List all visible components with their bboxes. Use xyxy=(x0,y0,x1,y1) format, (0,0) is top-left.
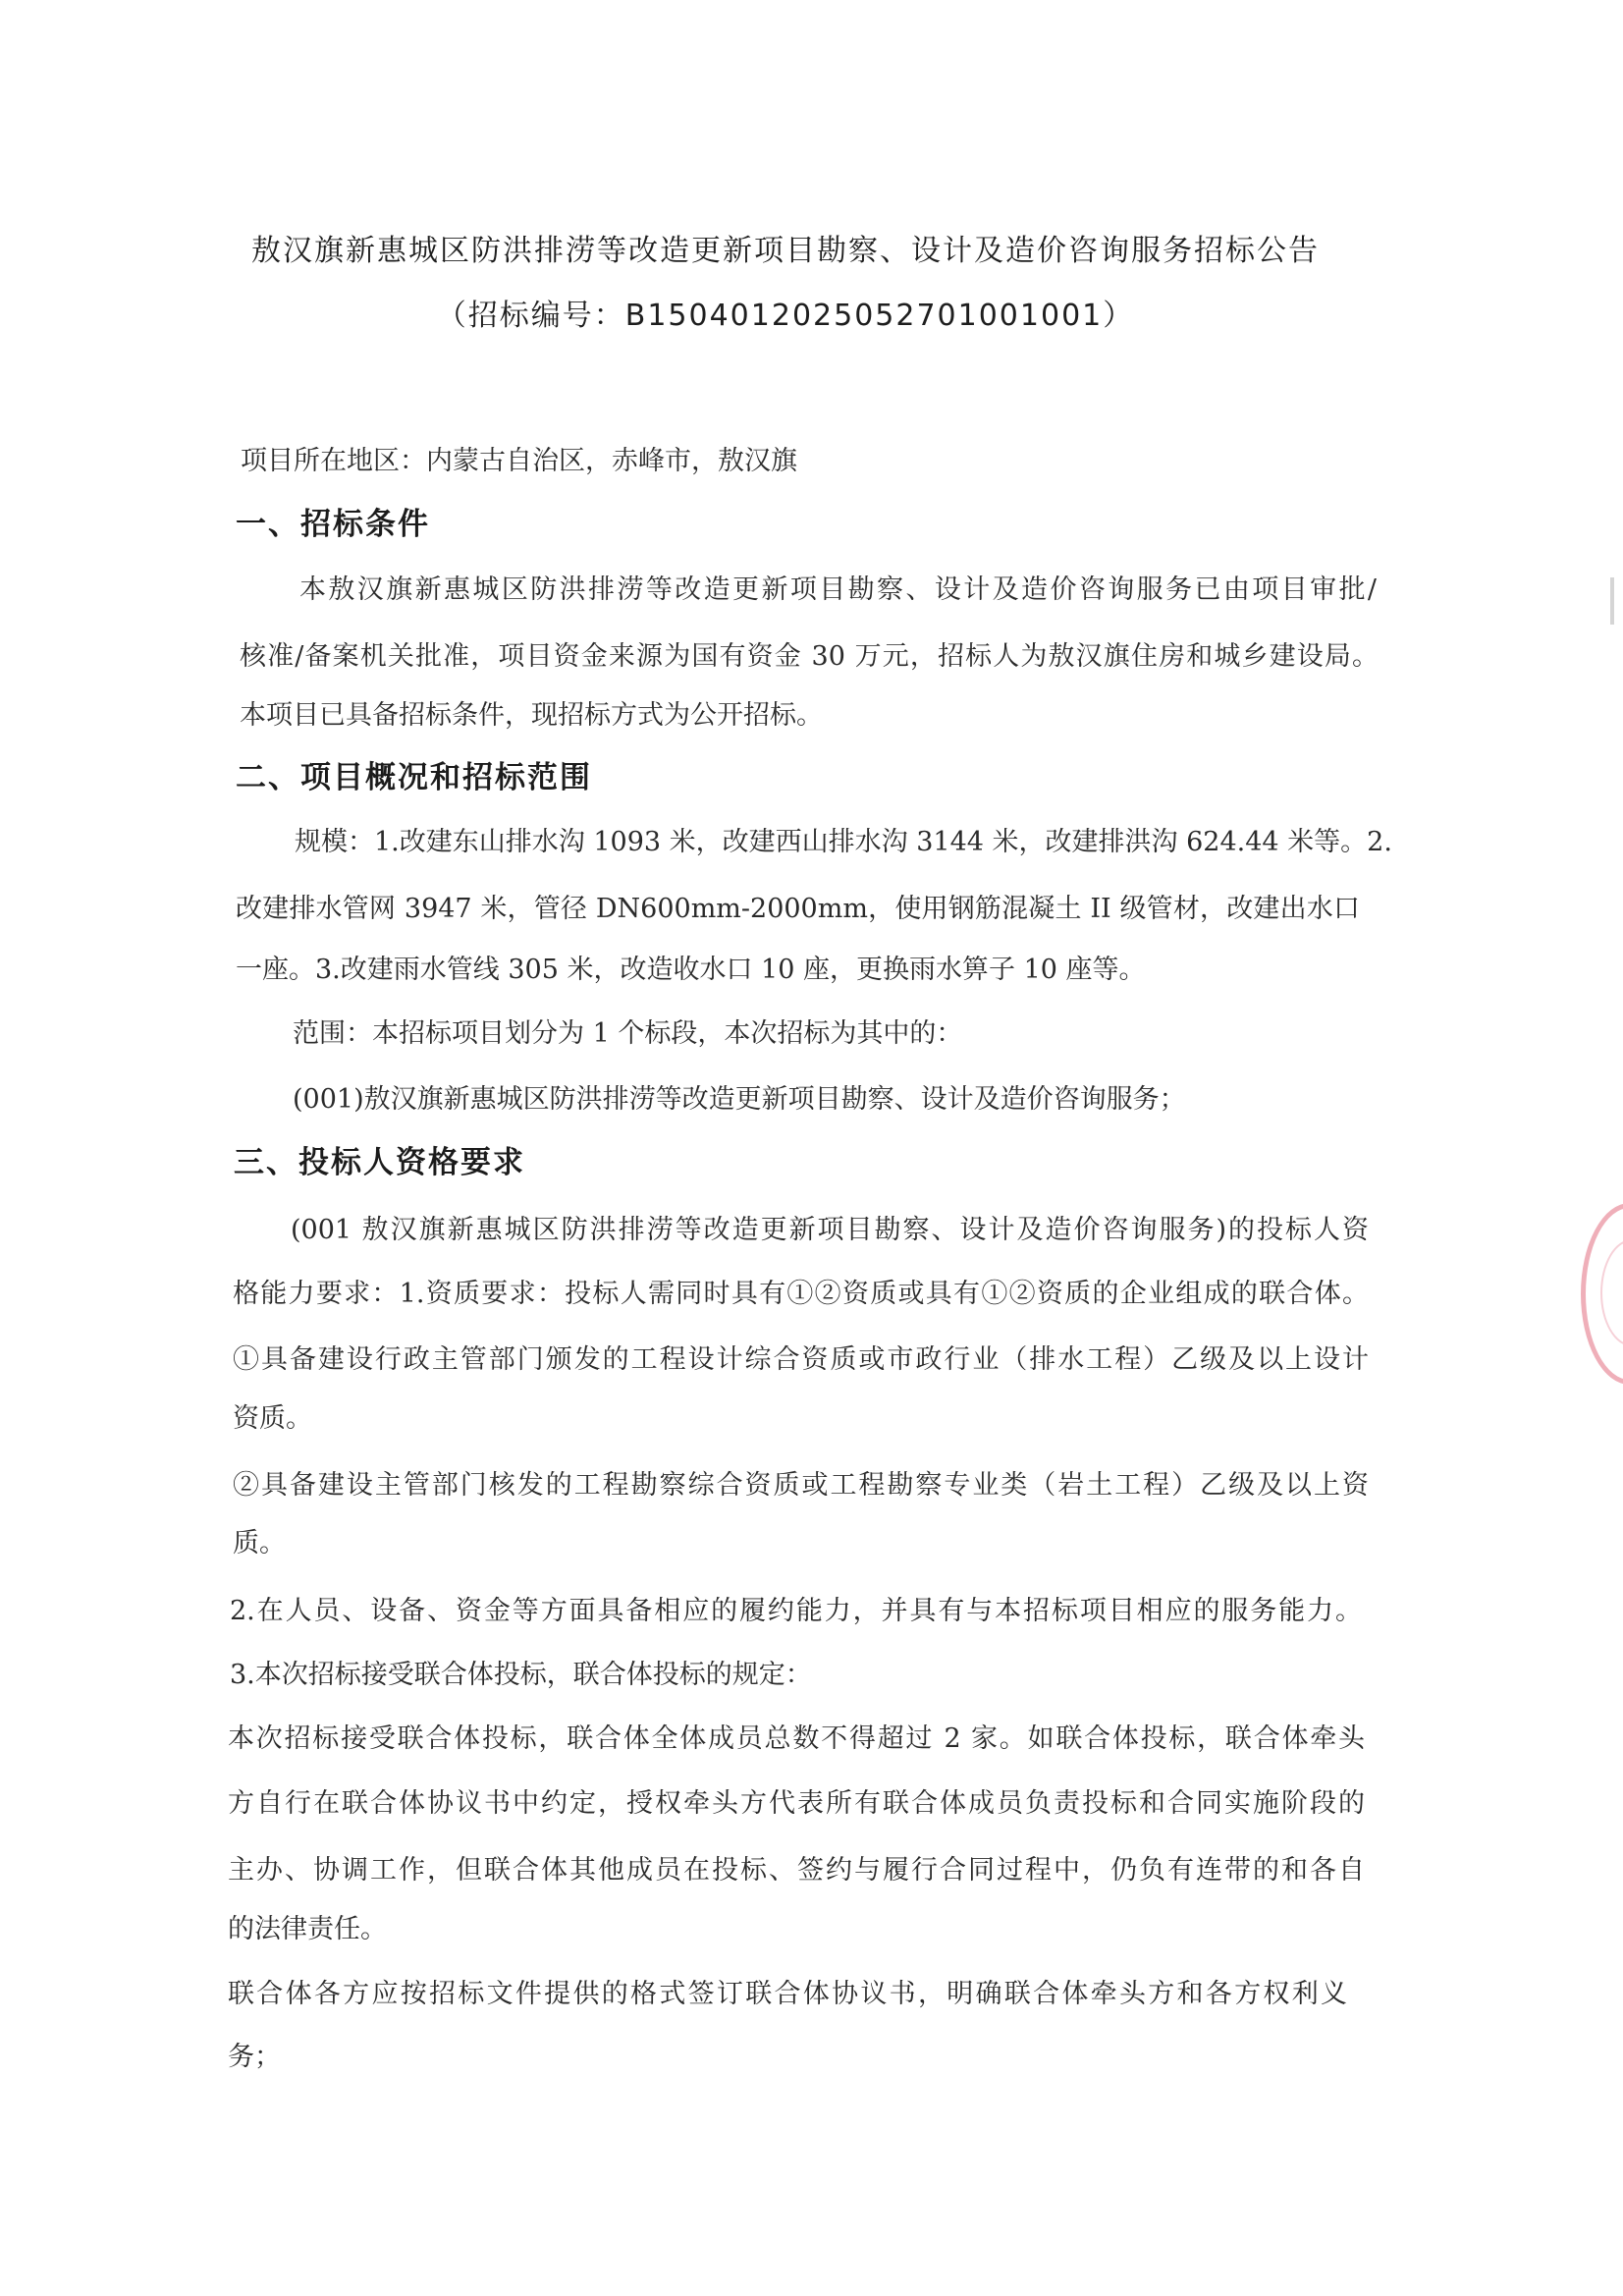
paragraph-line: 规模：1.改建东山排水沟 1093 米，改建西山排水沟 3144 米，改建排洪沟 624.44 米等。2. xyxy=(295,827,1392,857)
paragraph-line: 2.在人员、设备、资金等方面具备相应的履约能力，并具有与本招标项目相应的服务能力。 xyxy=(230,1596,1362,1626)
paragraph-line: (001)敖汉旗新惠城区防洪排涝等改造更新项目勘察、设计及造价咨询服务； xyxy=(293,1084,1186,1115)
paragraph-line: (001 敖汉旗新惠城区防洪排涝等改造更新项目勘察、设计及造价咨询服务)的投标人资 xyxy=(291,1215,1369,1245)
paragraph-line: ①具备建设行政主管部门颁发的工程设计综合资质或市政行业（排水工程）乙级及以上设计 xyxy=(233,1344,1369,1375)
section-heading-2: 二、项目概况和招标范围 xyxy=(236,760,592,795)
section-heading-1: 一、招标条件 xyxy=(236,507,430,542)
paragraph-line: 质。 xyxy=(233,1528,286,1558)
paragraph-line: 本敖汉旗新惠城区防洪排涝等改造更新项目勘察、设计及造价咨询服务已由项目审批/ xyxy=(299,574,1377,605)
paragraph-line: 务； xyxy=(228,2042,281,2072)
paragraph-line: 格能力要求：1.资质要求：投标人需同时具有①②资质或具有①②资质的企业组成的联合体。 xyxy=(233,1279,1369,1309)
paragraph-line: 核准/备案机关批准，项目资金来源为国有资金 30 万元，招标人为敖汉旗住房和城乡建设局。 xyxy=(240,641,1379,672)
project-location: 项目所在地区：内蒙古自治区，赤峰市，敖汉旗 xyxy=(241,446,797,476)
section-heading-3: 三、投标人资格要求 xyxy=(234,1145,525,1180)
paragraph-line: 改建排水管网 3947 米，管径 DN600mm-2000mm，使用钢筋混凝土 II 级管材，改建出水口 xyxy=(236,894,1360,924)
paragraph-line: 一座。3.改建雨水管线 305 米，改造收水口 10 座，更换雨水箅子 10 座等。 xyxy=(236,955,1146,985)
paragraph-line: 方自行在联合体协议书中约定，授权牵头方代表所有联合体成员负责投标和合同实施阶段的 xyxy=(228,1788,1365,1819)
paragraph-line: 资质。 xyxy=(233,1403,312,1434)
scan-artifact xyxy=(1610,577,1614,625)
paragraph-line: 联合体各方应按招标文件提供的格式签订联合体协议书，明确联合体牵头方和各方权利义 xyxy=(228,1979,1347,2009)
paragraph-line: 的法律责任。 xyxy=(228,1914,387,1944)
paragraph-line: ②具备建设主管部门核发的工程勘察综合资质或工程勘察专业类（岩土工程）乙级及以上资 xyxy=(233,1470,1369,1501)
paragraph-line: 主办、协调工作，但联合体其他成员在投标、签约与履行合同过程中，仍负有连带的和各自 xyxy=(228,1855,1365,1886)
paragraph-line: 本次招标接受联合体投标，联合体全体成员总数不得超过 2 家。如联合体投标，联合体牵头 xyxy=(228,1723,1365,1754)
paragraph-line: 3.本次招标接受联合体投标，联合体投标的规定： xyxy=(230,1660,812,1690)
document-title: 敖汉旗新惠城区防洪排涝等改造更新项目勘察、设计及造价咨询服务招标公告 xyxy=(251,234,1320,268)
tender-number: （招标编号：B1504012025052701001001） xyxy=(436,299,1135,333)
paragraph-line: 本项目已具备招标条件，现招标方式为公开招标。 xyxy=(240,700,823,731)
paragraph-line: 范围：本招标项目划分为 1 个标段，本次招标为其中的： xyxy=(293,1018,963,1049)
